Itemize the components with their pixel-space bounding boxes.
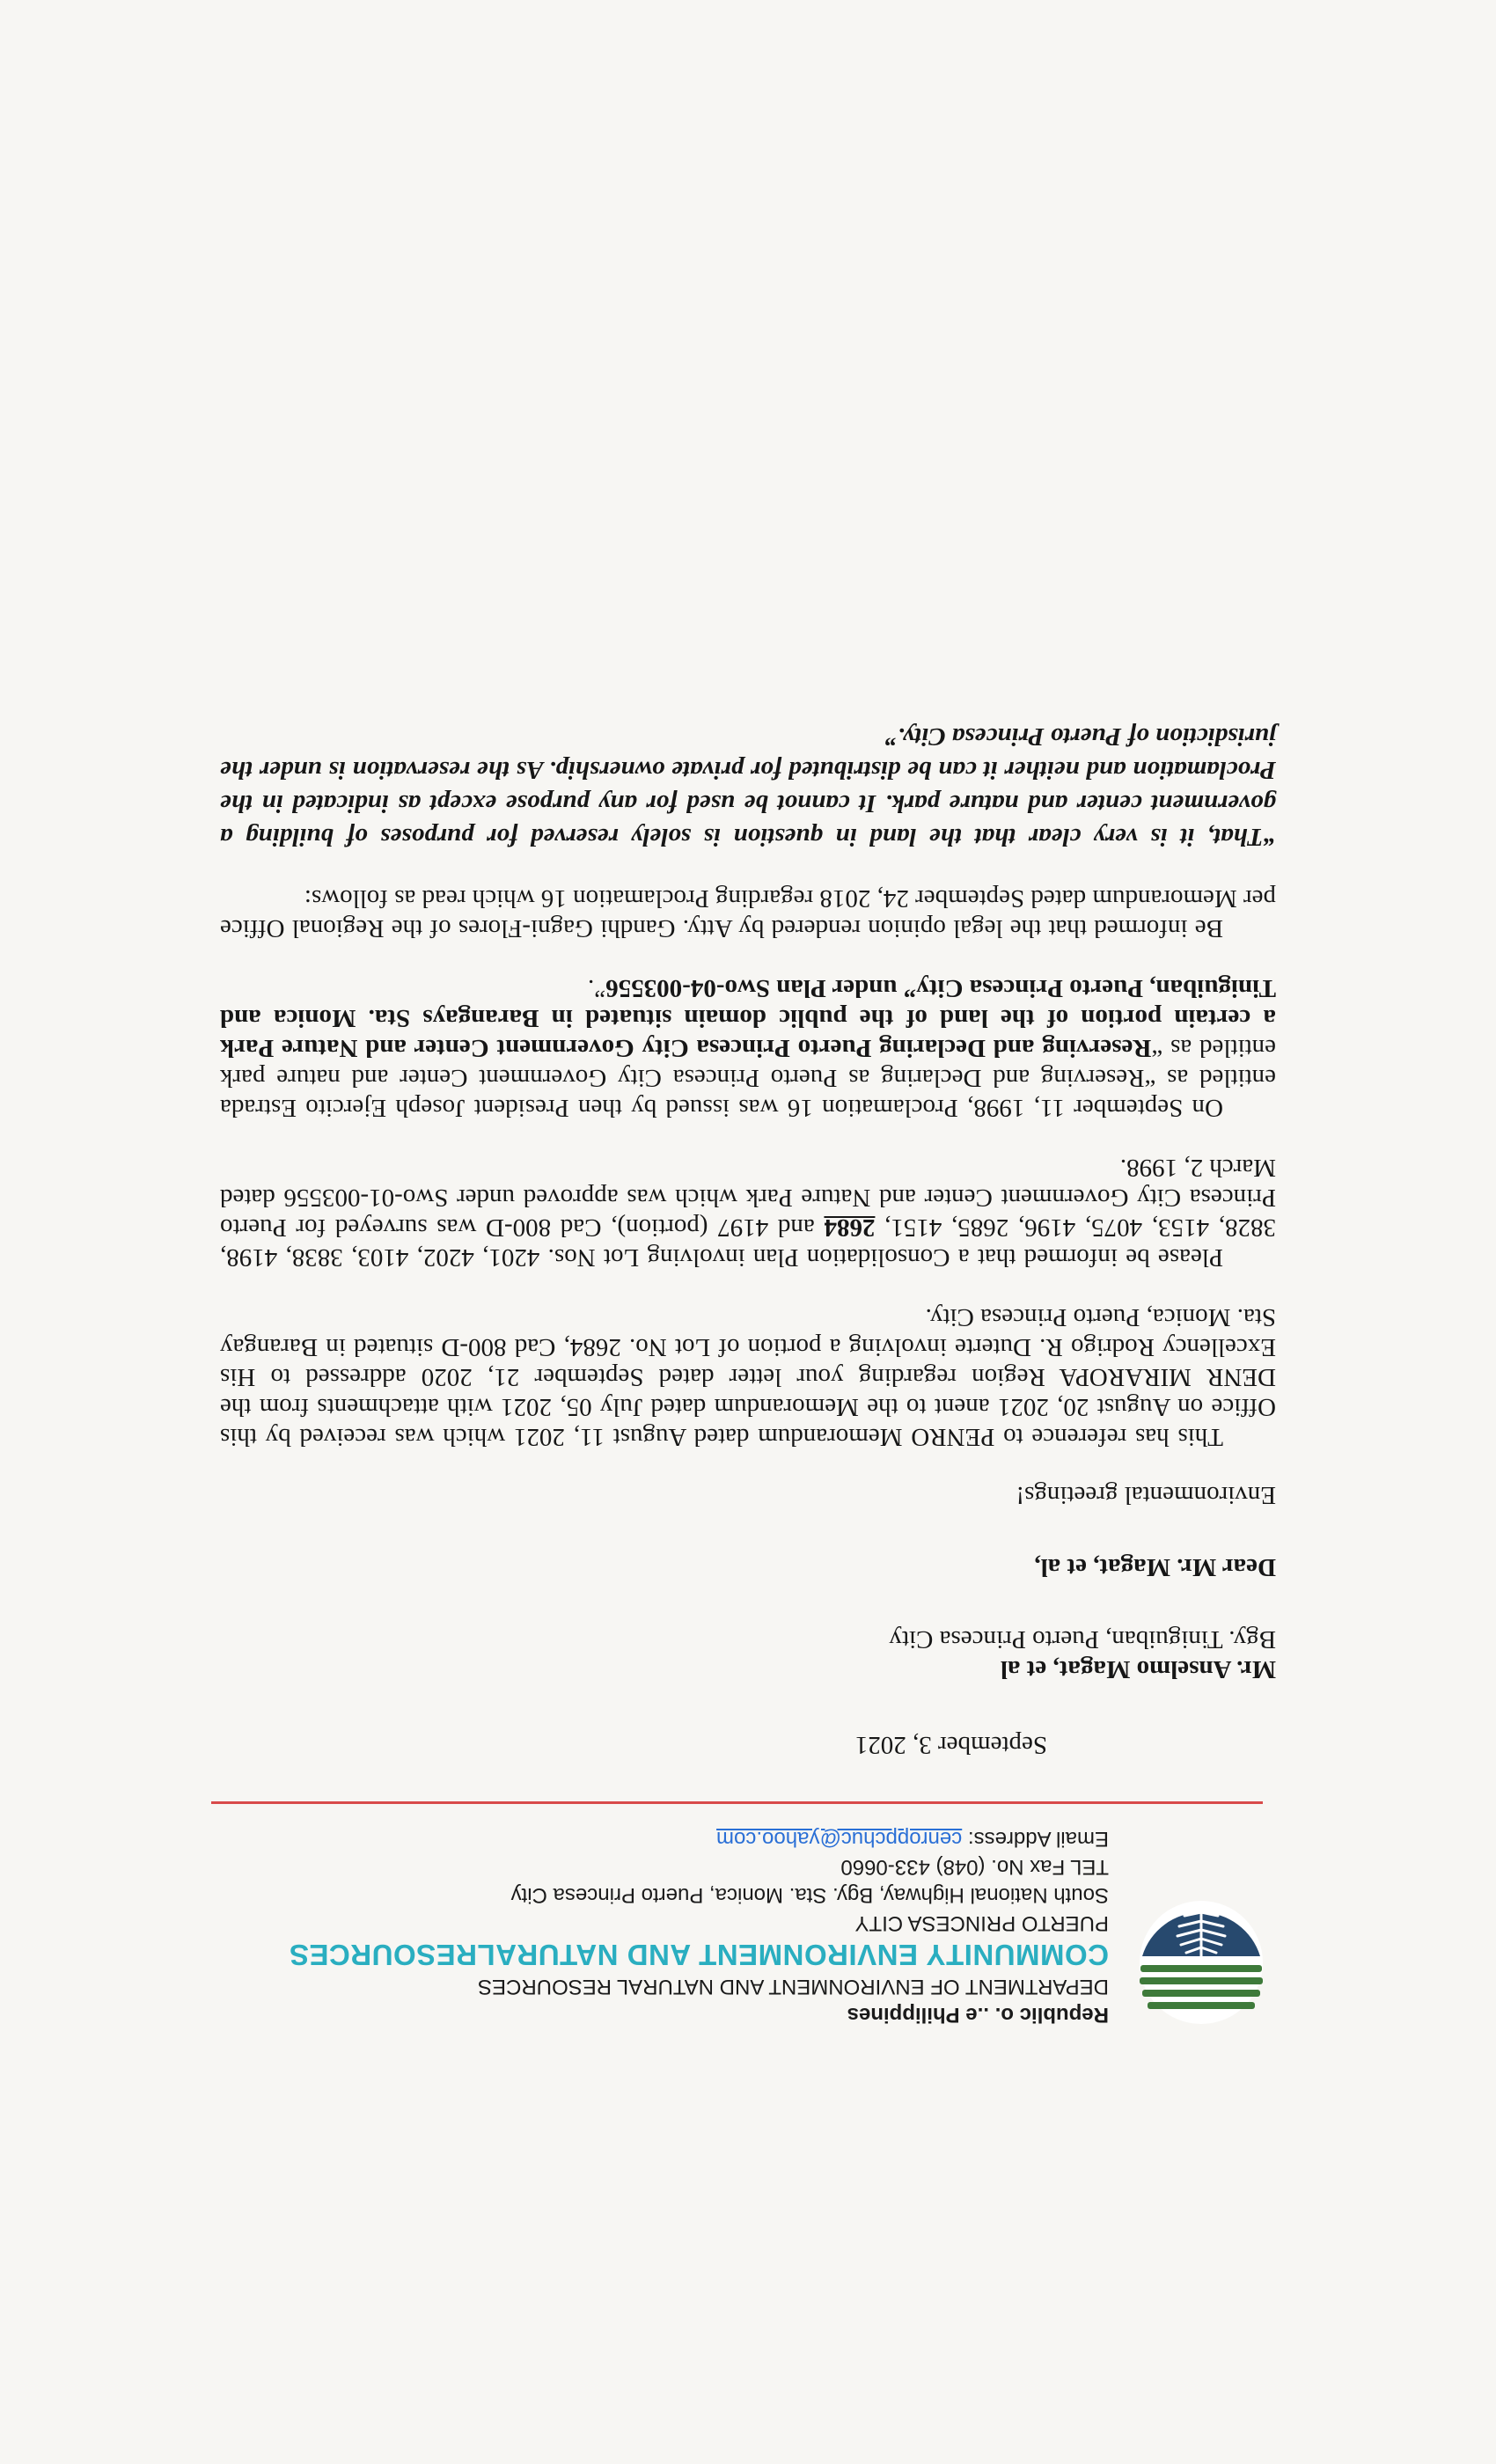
city-line: PUERTO PRINCESA CITY <box>854 1911 1109 1935</box>
lot-number-highlight: 2684 <box>824 1214 876 1242</box>
addressee-name: Mr. Anselmo Magat, et al <box>1000 1655 1276 1683</box>
department-line: DEPARTMENT OF ENVIRONMENT AND NATURAL RESOURCES <box>478 1975 1109 1998</box>
telfax-line: TEL Fax No. (048) 433-0660 <box>840 1855 1109 1879</box>
letter-body <box>220 720 1276 1760</box>
paragraph-consolidation-a: Please be informed that a Consolidation Plan involving Lot Nos. 4201, 4202, 4103, 3838, 4198, 3828, 4153, 4075, 4196, 2685, 4151, <box>220 1214 1276 1272</box>
letterhead-text <box>229 1824 1109 2028</box>
paragraph-proclamation-end: ”. <box>588 974 606 1002</box>
paragraph-consolidation-b: and 4197 (portion), Cad 800-D was surveyed for Puerto Princesa City Government Center and Nature Park which was approved under Swo-01-003556 dated March 2, 1998. <box>220 1154 1276 1242</box>
email-link[interactable]: cenroppchuc@yahoo.com <box>716 1827 963 1851</box>
paragraph-consolidation <box>220 1153 1276 1272</box>
letterhead <box>229 1808 1267 2028</box>
address-line: South National Highway, Bgy. Sta. Monica, Puerto Princesa City <box>510 1883 1109 1907</box>
proclamation-title: Reserving and Declaring Puerto Princesa City Government Center and Nature Park a certain portion of the land of the public domain situated in Barangays Sta. Monica and Tiniguiban, Puerto Princesa City” under Plan Swo-04-003556 <box>220 974 1276 1062</box>
letter-date: September 3, 2021 <box>854 1731 1047 1759</box>
email-line <box>229 1824 1109 1852</box>
paragraph-legal-opinion: Be informed that the legal opinion rendered by Atty. Gandhi Gagni-Flores of the Regional Office per Memorandum dated September 24, 2018 regarding Proclamation 16 which read as follows: <box>220 884 1276 942</box>
paragraph-proclamation-a: On September 11, 1998, Proclamation 16 was issued by then President Joseph Ejercito Estrada entitled as “Reserving and Declaring as Puerto Princesa City Government Center and nature park entitled as “ <box>220 1034 1276 1122</box>
paragraph-proclamation <box>220 973 1276 1123</box>
paragraph-reference: This has reference to PENRO Memorandum dated August 11, 2021 which was received by this Office on August 20, 2021 anent to the Memorandum dated July 05, 2021 with attachments from the DENR MIRAROPA Region regarding your letter dated September 21, 2020 addressed to His Excellency Rodrigo R. Duterte involving a portion of Lot No. 2684, Cad 800-D situated in Barangay Sta. Monica, Puerto Princesa City. <box>220 1303 1276 1451</box>
salutation: Dear Mr. Magat, et al, <box>1034 1553 1276 1581</box>
office-name: COMMUNITY ENVIRONMENT AND NATURALRESOURCES <box>289 1939 1109 1971</box>
republic-line: Republic o. ..e Philippines <box>847 2003 1109 2027</box>
legal-opinion-quote: “That, it is very clear that the land in question is solely reserved for purposes of building a government center and nature park. It cannot be used for any purpose except as indicated in the Proclamation and neither it can be distributed for private ownership. As the reservation is under the jurisdiction of Puerto Princesa City.” <box>220 722 1276 851</box>
email-label: Email Address: <box>967 1827 1109 1851</box>
addressee-address: Bgy. Tiniguiban, Puerto Princesa City <box>889 1625 1276 1654</box>
greeting: Environmental greetings! <box>1016 1481 1276 1509</box>
header-divider <box>211 1801 1263 1804</box>
tree-logo-icon <box>1135 1896 1267 2028</box>
